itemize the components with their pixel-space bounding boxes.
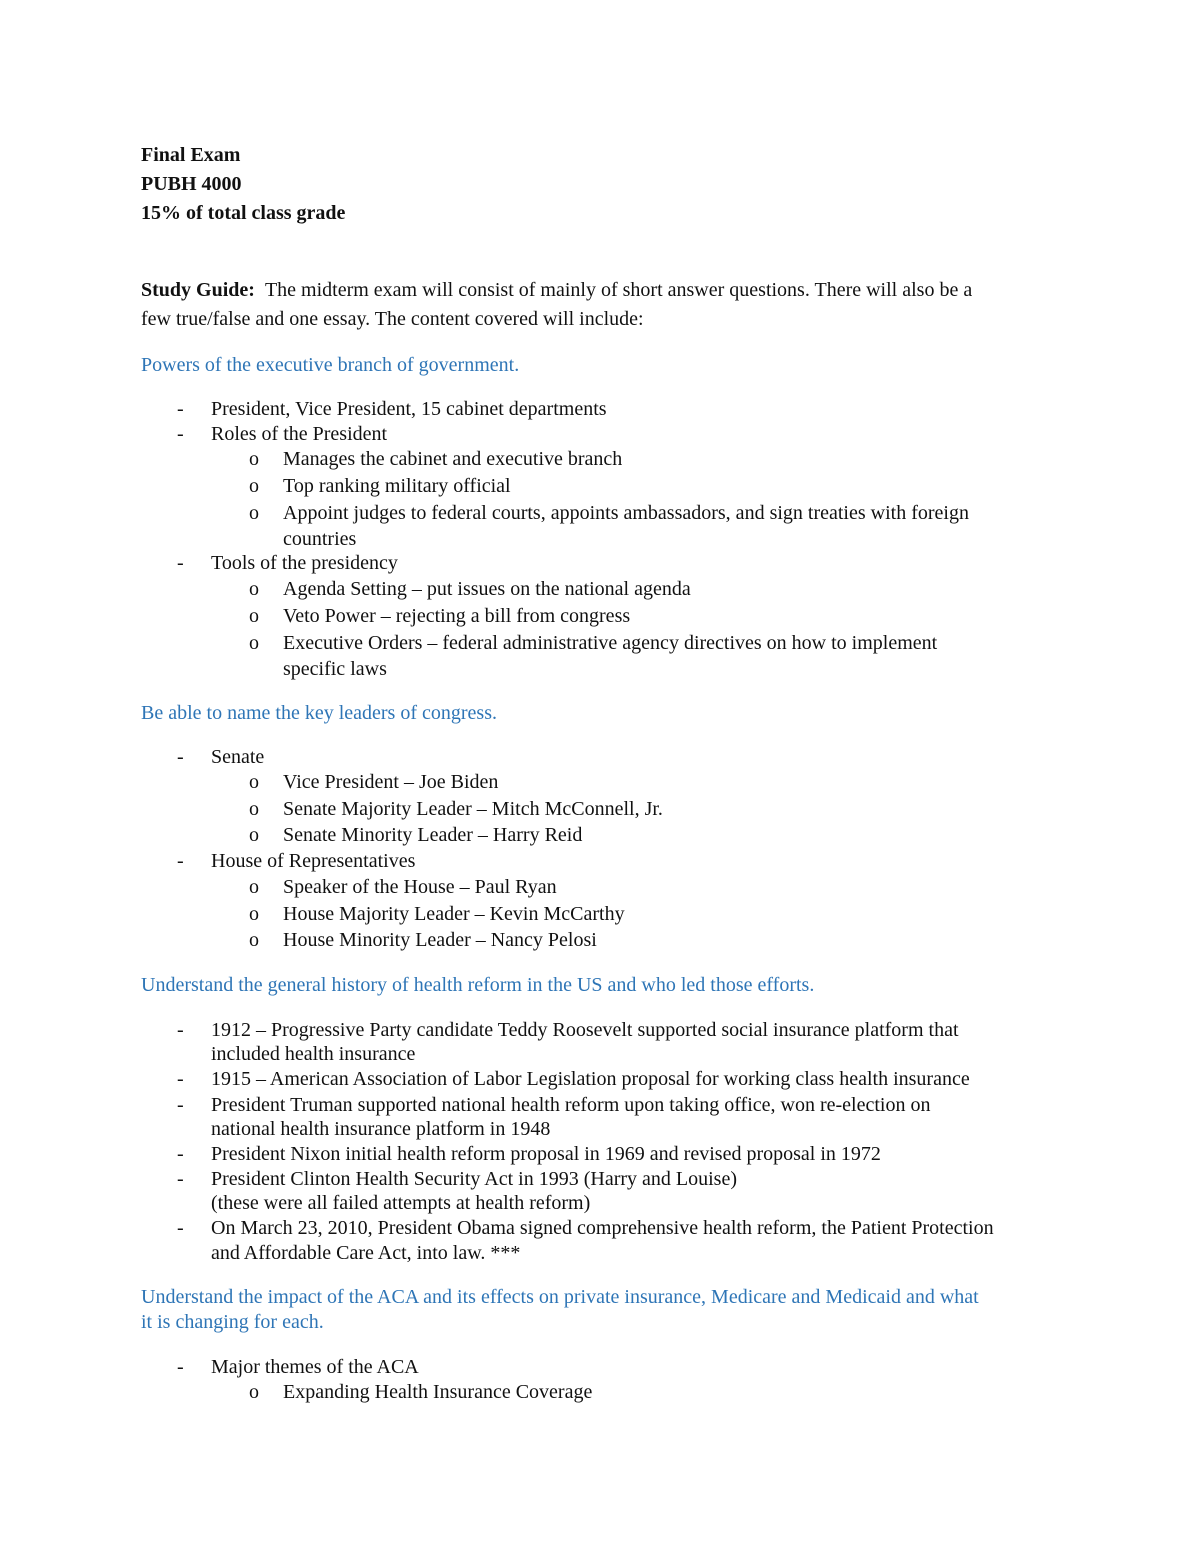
sub-list-item: Executive Orders – federal administrative agency directives on how to implement <box>283 632 938 654</box>
list-item: President, Vice President, 15 cabinet departments <box>211 398 607 420</box>
bullet-marker: o <box>249 903 259 925</box>
bullet-marker: o <box>249 578 259 600</box>
section-heading-history: Understand the general history of health reform in the US and who led those efforts. <box>141 974 815 996</box>
sub-list-item: Expanding Health Insurance Coverage <box>283 1381 593 1403</box>
list-item: President Clinton Health Security Act in 1993 (Harry and Louise) <box>211 1168 738 1190</box>
list-item-continuation: included health insurance <box>211 1043 416 1065</box>
bullet-marker: o <box>249 929 259 951</box>
intro-paragraph-line-1 <box>141 278 972 302</box>
list-item: Roles of the President <box>211 423 388 445</box>
dash-marker: - <box>177 1143 184 1165</box>
list-item: House of Representatives <box>211 850 416 872</box>
sub-list-item: Manages the cabinet and executive branch <box>283 448 623 470</box>
sub-list-item: Speaker of the House – Paul Ryan <box>283 876 557 898</box>
list-item: On March 23, 2010, President Obama signed comprehensive health reform, the Patient Protection <box>211 1217 994 1239</box>
list-item-continuation: national health insurance platform in 1948 <box>211 1118 551 1140</box>
list-item-continuation: (these were all failed attempts at health reform) <box>211 1192 591 1214</box>
bullet-marker: o <box>249 632 259 654</box>
sub-list-item: Veto Power – rejecting a bill from congress <box>283 605 631 627</box>
bullet-marker: o <box>249 502 259 524</box>
document-title: Final Exam <box>141 144 241 166</box>
sub-list-item-continuation: specific laws <box>283 658 387 680</box>
list-item: 1915 – American Association of Labor Legislation proposal for working class health insurance <box>211 1068 970 1090</box>
dash-marker: - <box>177 1217 184 1239</box>
sub-list-item-continuation: countries <box>283 528 357 550</box>
dash-marker: - <box>177 1356 184 1378</box>
list-item: Tools of the presidency <box>211 552 398 574</box>
sub-list-item: Appoint judges to federal courts, appoints ambassadors, and sign treaties with foreign <box>283 502 969 524</box>
dash-marker: - <box>177 1019 184 1041</box>
list-item: Senate <box>211 746 265 768</box>
section-heading-aca: Understand the impact of the ACA and its effects on private insurance, Medicare and Medicaid and what <box>141 1286 979 1308</box>
dash-marker: - <box>177 423 184 445</box>
intro-text-1: The midterm exam will consist of mainly of short answer questions. There will also be a <box>264 279 973 301</box>
bullet-marker: o <box>249 798 259 820</box>
list-item: 1912 – Progressive Party candidate Teddy Roosevelt supported social insurance platform that <box>211 1019 959 1041</box>
dash-marker: - <box>177 1094 184 1116</box>
sub-list-item: Top ranking military official <box>283 475 511 497</box>
dash-marker: - <box>177 1168 184 1190</box>
dash-marker: - <box>177 398 184 420</box>
section-heading-aca-continuation: it is changing for each. <box>141 1311 324 1333</box>
bullet-marker: o <box>249 448 259 470</box>
sub-list-item: Senate Majority Leader – Mitch McConnell, Jr. <box>283 798 663 820</box>
bullet-marker: o <box>249 824 259 846</box>
dash-marker: - <box>177 746 184 768</box>
sub-list-item: Vice President – Joe Biden <box>283 771 499 793</box>
sub-list-item: Agenda Setting – put issues on the national agenda <box>283 578 691 600</box>
bullet-marker: o <box>249 475 259 497</box>
bullet-marker: o <box>249 1381 259 1403</box>
bullet-marker: o <box>249 876 259 898</box>
section-heading-congress: Be able to name the key leaders of congress. <box>141 702 497 724</box>
sub-list-item: Senate Minority Leader – Harry Reid <box>283 824 583 846</box>
list-item: Major themes of the ACA <box>211 1356 419 1378</box>
intro-paragraph-line-2: few true/false and one essay. The content covered will include: <box>141 308 644 330</box>
grade-weight: 15% of total class grade <box>141 202 346 224</box>
course-code: PUBH 4000 <box>141 173 242 195</box>
sub-list-item: House Majority Leader – Kevin McCarthy <box>283 903 625 925</box>
list-item: President Truman supported national health reform upon taking office, won re-election on <box>211 1094 931 1116</box>
dash-marker: - <box>177 850 184 872</box>
dash-marker: - <box>177 1068 184 1090</box>
study-guide-label: Study Guide: <box>141 279 255 301</box>
list-item: President Nixon initial health reform proposal in 1969 and revised proposal in 1972 <box>211 1143 881 1165</box>
section-heading-executive: Powers of the executive branch of government. <box>141 354 520 376</box>
dash-marker: - <box>177 552 184 574</box>
bullet-marker: o <box>249 605 259 627</box>
bullet-marker: o <box>249 771 259 793</box>
list-item-continuation: and Affordable Care Act, into law. *** <box>211 1242 521 1264</box>
sub-list-item: House Minority Leader – Nancy Pelosi <box>283 929 597 951</box>
